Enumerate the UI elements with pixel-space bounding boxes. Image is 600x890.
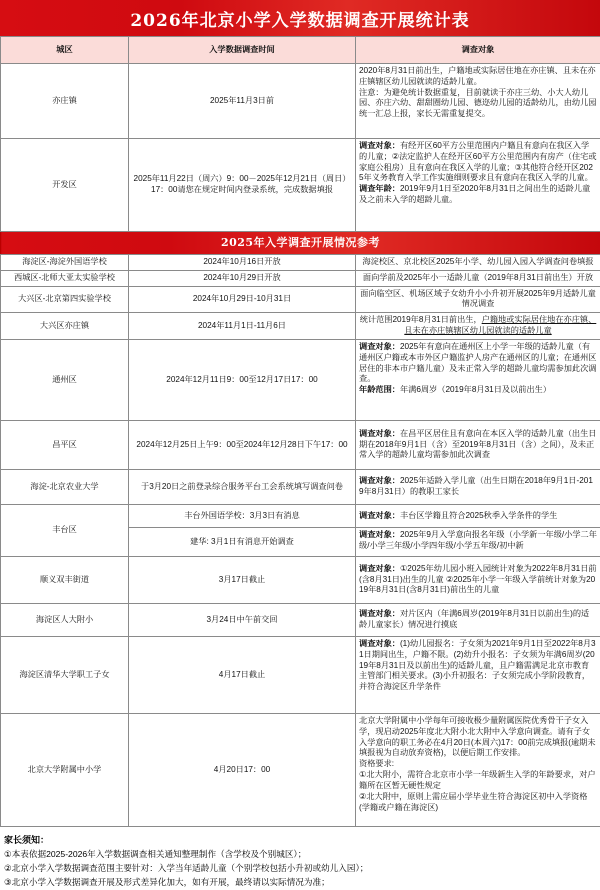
cell-timing: 4月20日17：00 (129, 713, 356, 826)
cell-target (356, 713, 600, 826)
cell-target (356, 339, 600, 420)
cell-timing: 2024年10月16日开放 (129, 255, 356, 271)
enrollment-survey-table (0, 36, 600, 827)
section-divider-row (1, 232, 600, 255)
cell-target (356, 603, 600, 636)
cell-region: 大兴区-北京第四实验学校 (1, 286, 129, 313)
target-text: 统计范围2019年8月31日前出生， (360, 315, 482, 324)
target-text: 年满6周岁（2019年8月31日及以前出生） (400, 385, 551, 394)
column-header-region: 城区 (1, 37, 129, 64)
cell-target (356, 556, 600, 603)
target-text: 有经开区60平方公里范围内户籍且有意向在我区入学的儿童；②法定监护人在经开区60平方公里范围内有房产（住宅或家庭公租房）且有意向在我区入学的儿童；③其他符合经开区2025年义务教育入学工作实施细则要求且有意向在我区入学的儿童。 (359, 141, 597, 182)
cell-timing: 4月17日截止 (129, 636, 356, 713)
target-line: 注意：为避免统计数据重复，目前就读于亦庄三幼、小大人幼儿园、亦庄六幼、甜甜圈幼儿园、德迩幼儿园的适龄幼儿，由幼儿园统一汇总上报，家长无需重复提交。 (359, 88, 597, 120)
target-label: 年龄范围： (359, 385, 400, 394)
target-line (359, 609, 597, 631)
table-row (1, 64, 600, 139)
footer-notes (0, 827, 600, 890)
target-text: 对片区内（年满6周岁(2019年8月31日以前出生)的适龄儿童家长）情况进行摸底 (359, 609, 589, 629)
cell-region: 大兴区亦庄镇 (1, 313, 129, 340)
cell-target: 海淀校区、京北校区2025年小学、幼儿园入园入学调查问卷填报 (356, 255, 600, 271)
cell-timing: 于3月20日之前登录综合服务平台工会系统填写调查问卷 (129, 469, 356, 504)
target-line (359, 639, 597, 693)
target-label: 调查对象： (359, 342, 400, 351)
target-line (359, 511, 597, 522)
table-row (1, 636, 600, 713)
cell-region: 通州区 (1, 339, 129, 420)
column-header-target: 调查对象 (356, 37, 600, 64)
cell-region: 海淀区-海淀外国语学校 (1, 255, 129, 271)
cell-timing: 2024年10月29日开放 (129, 270, 356, 286)
target-line: 北京大学附属中小学每年可接收极少量附属医院优秀骨干子女入学，现启动2025年度北大附小北大附中入学意向调查。请有子女入学意向的职工务必在4月20日(本周六)17：00前完成填报(逾期未填报视为自动放弃资格)，以便后期工作安排。 (359, 716, 597, 759)
target-label: 调查对象： (359, 141, 400, 150)
cell-region: 昌平区 (1, 420, 129, 469)
cell-timing: 2024年10月29日-10月31日 (129, 286, 356, 313)
cell-region: 海淀区人大附小 (1, 603, 129, 636)
footer-note-item: ③北京小学入学数据调查开展及形式差异化加大，如有开展，最终请以实际情况为准； (4, 876, 596, 890)
cell-region: 开发区 (1, 139, 129, 232)
target-label: 调查对象： (359, 511, 400, 520)
target-text: (1)幼儿园报名：子女须为2021年9月1日至2022年8月31日期间出生，户籍不限。(2)幼升小报名：子女须为年满6周岁(2019年8月31日及以前出生)的适龄儿童，且户籍需满足北京市教育主管部门相关要求。(3)小升初报名：子女须完成小学阶段教育，并符合海淀区升学条件 (359, 639, 596, 691)
page-title: 2026年北京小学入学数据调查开展统计表 (130, 6, 469, 31)
target-label: 调查对象： (359, 639, 400, 648)
cell-target (356, 313, 600, 340)
table-row (1, 504, 600, 527)
sheet-title-bar (0, 0, 600, 36)
target-label: 调查对象： (359, 476, 400, 485)
table-row (1, 713, 600, 826)
target-text: 2019年9月1日至2020年8月31日之间出生的适龄儿童及之前未入学的超龄儿童。 (359, 184, 590, 204)
target-line (359, 476, 597, 498)
target-line: 2020年8月31日前出生，户籍地或实际居住地在亦庄镇、且未在亦庄镇辖区幼儿园就读的适龄儿童。 (359, 66, 597, 88)
table-body (1, 64, 600, 827)
target-text: 在昌平区居住且有意向在本区入学的适龄儿童（出生日期在2018年9月1日（含）至2019年8月31日（含）之间），及未正常入学的超龄儿童均需参加此次调查 (359, 429, 596, 460)
cell-region: 丰台区 (1, 504, 129, 556)
target-text: 2025年适龄入学儿童（出生日期在2018年9月1日-2019年8月31日）的教职工家长 (359, 476, 593, 496)
target-label: 调查对象： (359, 429, 400, 438)
cell-region: 西城区-北师大亚太实验学校 (1, 270, 129, 286)
cell-timing: 3月17日截止 (129, 556, 356, 603)
cell-region: 顺义双丰街道 (1, 556, 129, 603)
table-row (1, 139, 600, 232)
cell-timing: 2024年12月11日9：00至12月17日17：00 (129, 339, 356, 420)
table-row (1, 469, 600, 504)
cell-timing: 2025年11月22日（周六）9：00－2025年12月21日（周日）17：00请您在规定时间内登录系统，完成数据填报 (129, 139, 356, 232)
target-line (359, 530, 597, 552)
target-line: ②北大附中，原则上需应届小学毕业生符合海淀区初中入学资格(学籍或户籍在海淀区) (359, 792, 597, 814)
cell-target (356, 139, 600, 232)
target-text: 2025年9月入学意向报名年级（小学新一年级/小学二年级/小学三年级/小学四年级/小学五年级/初中新 (359, 530, 597, 550)
cell-timing: 3月24日中午前交回 (129, 603, 356, 636)
section-title: 2025年入学调查开展情况参考 (1, 232, 600, 255)
cell-target (356, 636, 600, 713)
cell-target (356, 64, 600, 139)
target-text: 丰台区学籍且符合2025秋季入学条件的学生 (400, 511, 557, 520)
target-label: 调查年龄： (359, 184, 400, 193)
footer-note-item: ②北京小学入学数据调查范围主要针对：入学当年适龄儿童（个别学校包括小升初或幼儿入园）； (4, 862, 596, 876)
table-row (1, 603, 600, 636)
cell-target: 面向学前及2025年小一适龄儿童（2019年8月31日前出生）开放 (356, 270, 600, 286)
target-line: 资格要求: (359, 759, 597, 770)
target-line: ①北大附小，需符合北京市小学一年级新生入学的年龄要求，对户籍所在区暂无硬性规定 (359, 770, 597, 792)
cell-timing: 2024年12月25日上午9：00至2024年12月28日下午17：00 (129, 420, 356, 469)
column-header-timing: 入学数据调查时间 (129, 37, 356, 64)
table-row (1, 270, 600, 286)
footer-notes-title: 家长须知： (4, 833, 596, 846)
target-line (359, 184, 597, 206)
target-line (359, 342, 597, 385)
cell-target (356, 527, 600, 556)
footer-note-item: ①本表依据2025-2026年入学数据调查相关通知整理制作（含学校及个别城区）； (4, 848, 596, 862)
cell-timing: 建华: 3月1日有消息开始调查 (129, 527, 356, 556)
target-underlined-text: 户籍地或实际居住地在亦庄镇、且未在亦庄镇辖区幼儿园就读的适龄儿童 (404, 315, 596, 335)
target-label: 调查对象： (359, 530, 400, 539)
target-line (359, 141, 597, 184)
cell-region: 海淀区清华大学职工子女 (1, 636, 129, 713)
cell-timing: 2024年11月1日-11月6日 (129, 313, 356, 340)
table-row (1, 286, 600, 313)
table-row (1, 420, 600, 469)
cell-timing: 丰台外国语学校：3月3日有消息 (129, 504, 356, 527)
cell-target (356, 504, 600, 527)
target-label: 调查对象： (359, 564, 400, 573)
target-text: ①2025年幼儿园小班入园统计对象为2022年8月31日前(含8月31日)出生的儿童 ②2025年小学一年级入学前统计对象为2019年8月31日(含8月31日)前出生的儿童 (359, 564, 597, 595)
header-row (1, 37, 600, 64)
cell-target: 面向临空区、机场区域子女幼升小小升初开展2025年9月适龄儿童情况调查 (356, 286, 600, 313)
target-line (359, 385, 597, 396)
table-header (1, 37, 600, 64)
target-text: 2025年有意向在通州区上小学一年级的适龄儿童（有通州区户籍或本市外区户籍监护人房产在通州区的儿童；在通州区居住的非本市户籍儿童）及未正常入学的超龄儿童均需参加此次调查。 (359, 342, 596, 383)
target-line (359, 429, 597, 461)
table-row (1, 339, 600, 420)
target-line (359, 564, 597, 596)
target-label: 调查对象： (359, 609, 400, 618)
cell-timing: 2025年11月3日前 (129, 64, 356, 139)
cell-region: 亦庄镇 (1, 64, 129, 139)
cell-region: 北京大学附属中小学 (1, 713, 129, 826)
table-row (1, 556, 600, 603)
cell-region: 海淀-北京农业大学 (1, 469, 129, 504)
cell-target (356, 420, 600, 469)
table-row (1, 255, 600, 271)
cell-target (356, 469, 600, 504)
table-row (1, 313, 600, 340)
